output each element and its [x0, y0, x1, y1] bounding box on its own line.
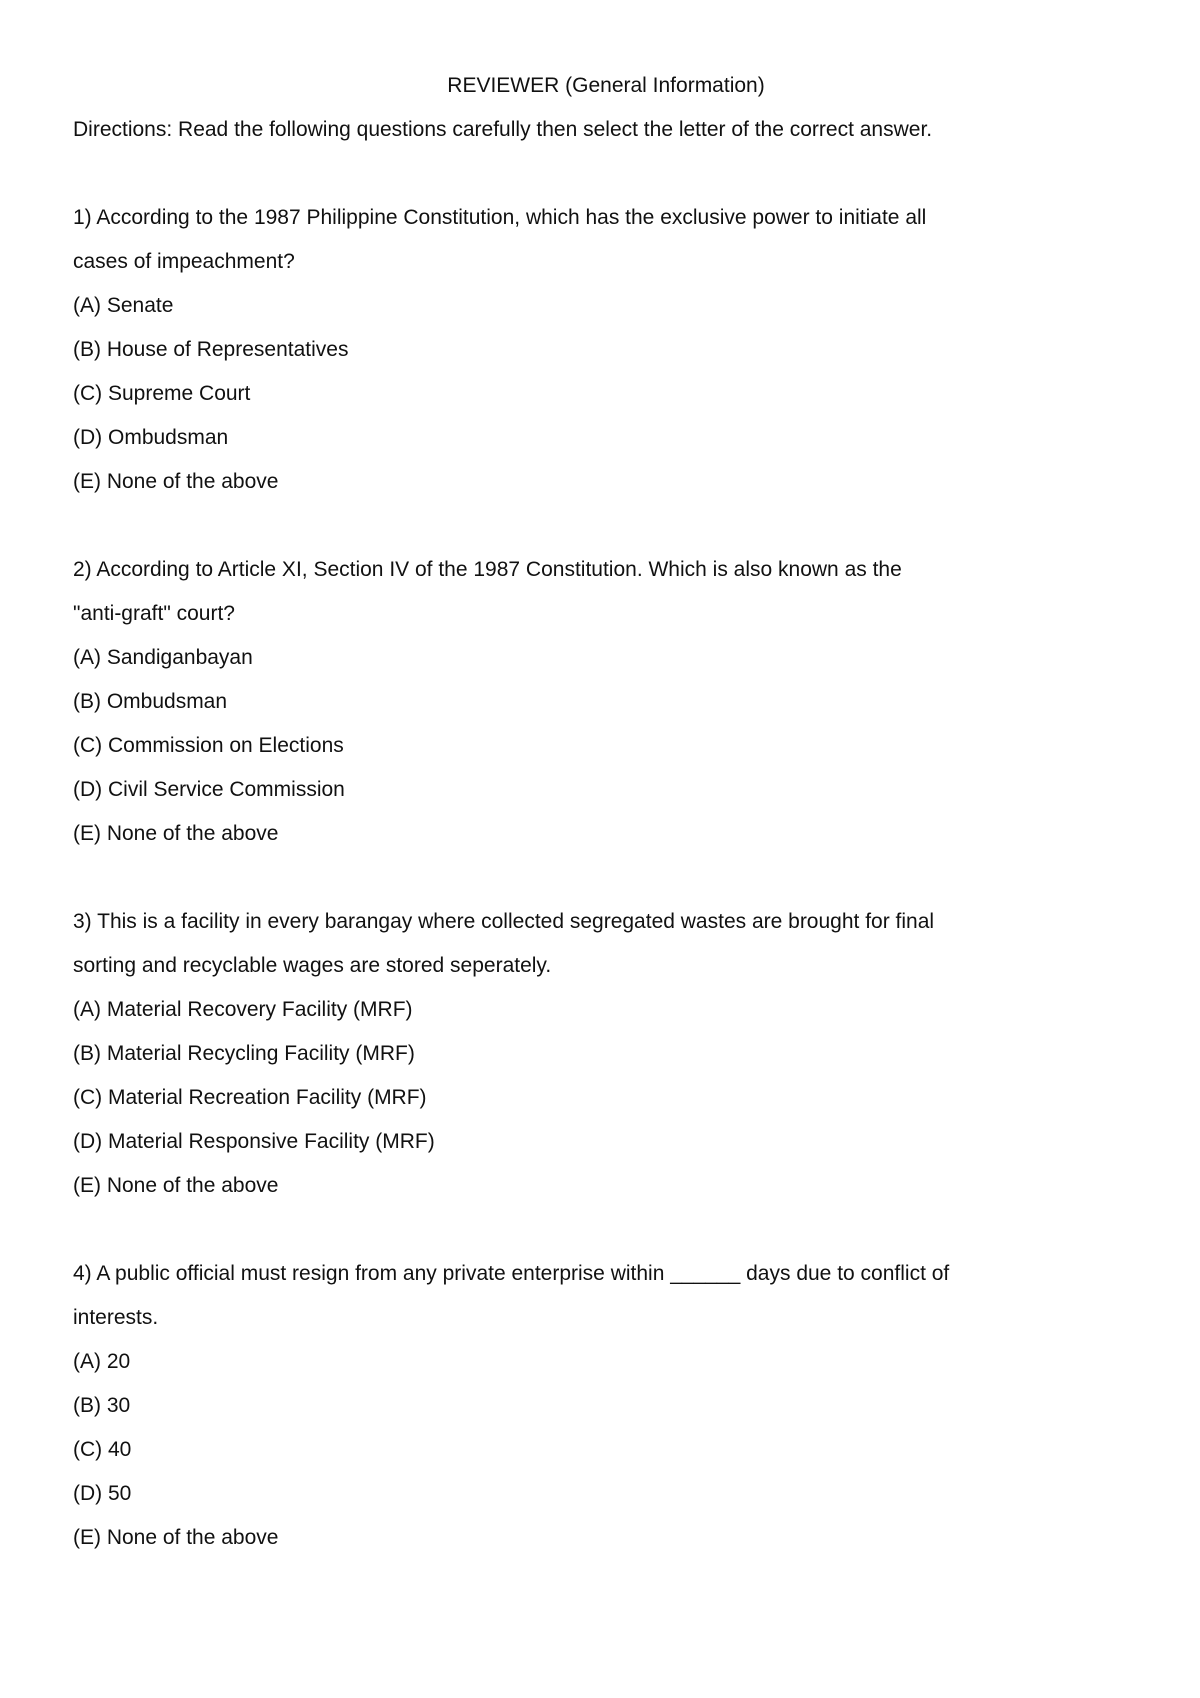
choice-b: (B) Material Recycling Facility (MRF): [73, 1042, 415, 1065]
document-title: REVIEWER (General Information): [447, 74, 765, 97]
choice-a: (A) 20: [73, 1350, 131, 1373]
question-line: 3) This is a facility in every barangay where collected segregated wastes are brought for final: [73, 910, 935, 933]
choice-b: (B) Ombudsman: [73, 690, 228, 713]
choice-b: (B) House of Representatives: [73, 338, 349, 361]
question-line: interests.: [73, 1306, 159, 1329]
choice-a: (A) Senate: [73, 294, 174, 317]
choice-a: (A) Material Recovery Facility (MRF): [73, 998, 413, 1021]
choice-b: (B) 30: [73, 1394, 131, 1417]
choice-e: (E) None of the above: [73, 1526, 279, 1549]
choice-d: (D) Civil Service Commission: [73, 778, 345, 801]
question-4: [73, 1252, 1073, 1560]
question-line: sorting and recyclable wages are stored seperately.: [73, 954, 552, 977]
question-line: cases of impeachment?: [73, 250, 295, 273]
question-3: [73, 900, 1073, 1208]
choice-a: (A) Sandiganbayan: [73, 646, 253, 669]
question-line: 1) According to the 1987 Philippine Constitution, which has the exclusive power to initiate all: [73, 206, 927, 229]
choice-c: (C) 40: [73, 1438, 132, 1461]
directions-text: Directions: Read the following questions carefully then select the letter of the correct answer.: [73, 118, 933, 141]
choice-e: (E) None of the above: [73, 470, 279, 493]
choice-c: (C) Supreme Court: [73, 382, 251, 405]
choice-list: [73, 284, 1073, 504]
choice-c: (C) Commission on Elections: [73, 734, 344, 757]
choice-e: (E) None of the above: [73, 1174, 279, 1197]
question-line: "anti-graft" court?: [73, 602, 235, 625]
choice-e: (E) None of the above: [73, 822, 279, 845]
choice-list: [73, 636, 1073, 856]
question-line: 4) A public official must resign from any private enterprise within ______ days due to conflict of: [73, 1262, 950, 1285]
question-1: [73, 196, 1073, 504]
question-2: [73, 548, 1073, 856]
choice-list: [73, 988, 1073, 1208]
choice-d: (D) Material Responsive Facility (MRF): [73, 1130, 435, 1153]
choice-list: [73, 1340, 1073, 1560]
question-text: [73, 548, 1073, 636]
question-text: [73, 900, 1073, 988]
choice-d: (D) Ombudsman: [73, 426, 229, 449]
choice-c: (C) Material Recreation Facility (MRF): [73, 1086, 427, 1109]
question-text: [73, 196, 1073, 284]
question-line: 2) According to Article XI, Section IV of the 1987 Constitution. Which is also known as the: [73, 558, 902, 581]
question-text: [73, 1252, 1073, 1340]
choice-d: (D) 50: [73, 1482, 132, 1505]
